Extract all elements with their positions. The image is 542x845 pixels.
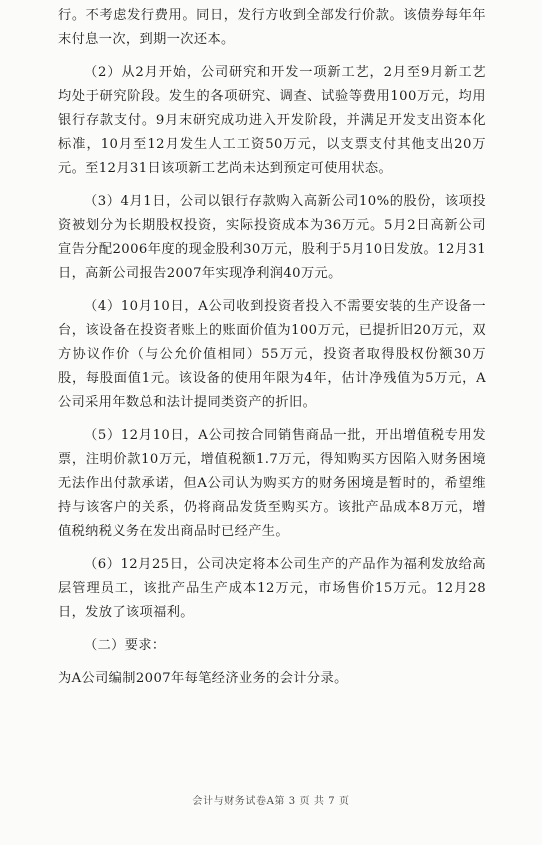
section-heading-requirements: （二）要求： [84, 638, 166, 653]
paragraph-bond-continuation: 行。不考虑发行费用。同日，发行方收到全部发行价款。该债券每年年末付息一次，到期一次还本。 [58, 8, 486, 47]
paragraph-item-5-sales: （5）12月10日，A公司按合同销售商品一批，开出增值税专用发票，注明价款10万元，增值税额1.7万元，得知购买方因陷入财务困境无法作出付款承诺，但A公司认为购买方的财务困境是暂时的，希望维持与该客户的关系，仍将商品发货至购买方。该批产品成本8万元，增值税纳税义务在发出商品时已经产生。 [58, 428, 486, 539]
paragraph-item-3-equity-investment: （3）4月1日，公司以银行存款购入高新公司10%的股份，该项投资被划分为长期股权投资，实际投资成本为36万元。5月2日高新公司宣告分配2006年度的现金股利30万元，股利于5月10日发放。12月31日，高新公司报告2007年实现净利润40万元。 [58, 194, 486, 281]
paragraph-item-4-equipment: （4）10月10日，A公司收到投资者投入不需要安装的生产设备一台，该设备在投资者账上的账面价值为100万元，已提折旧20万元，双方协议作价（与公允价值相同）55万元，投资者取得股权份额30万股，每股面值1元。该设备的使用年限为4年，估计净残值为5万元，A公司采用年数总和法计提同类资产的折旧。 [58, 299, 486, 410]
paragraph-requirement: 为A公司编制2007年每笔经济业务的会计分录。 [58, 671, 348, 686]
page-footer: 会计与财务试卷A第 3 页 共 7 页 [192, 796, 350, 807]
paragraph-item-6-welfare: （6）12月25日，公司决定将本公司生产的产品作为福利发放给高层管理员工，该批产品生产成本12万元，市场售价15万元。12月28日，发放了该项福利。 [58, 557, 486, 620]
paragraph-item-2-new-process: （2）从2月开始，公司研究和开发一项新工艺，2月至9月新工艺均处于研究阶段。发生的各项研究、调查、试验等费用100万元，均用银行存款支付。9月末研究成功进入开发阶段，并满足开发支出资本化标准，10月至12月发生人工工资50万元，以支票支付其他支出20万元。至12月31日该项新工艺尚未达到预定可使用状态。 [58, 65, 486, 176]
